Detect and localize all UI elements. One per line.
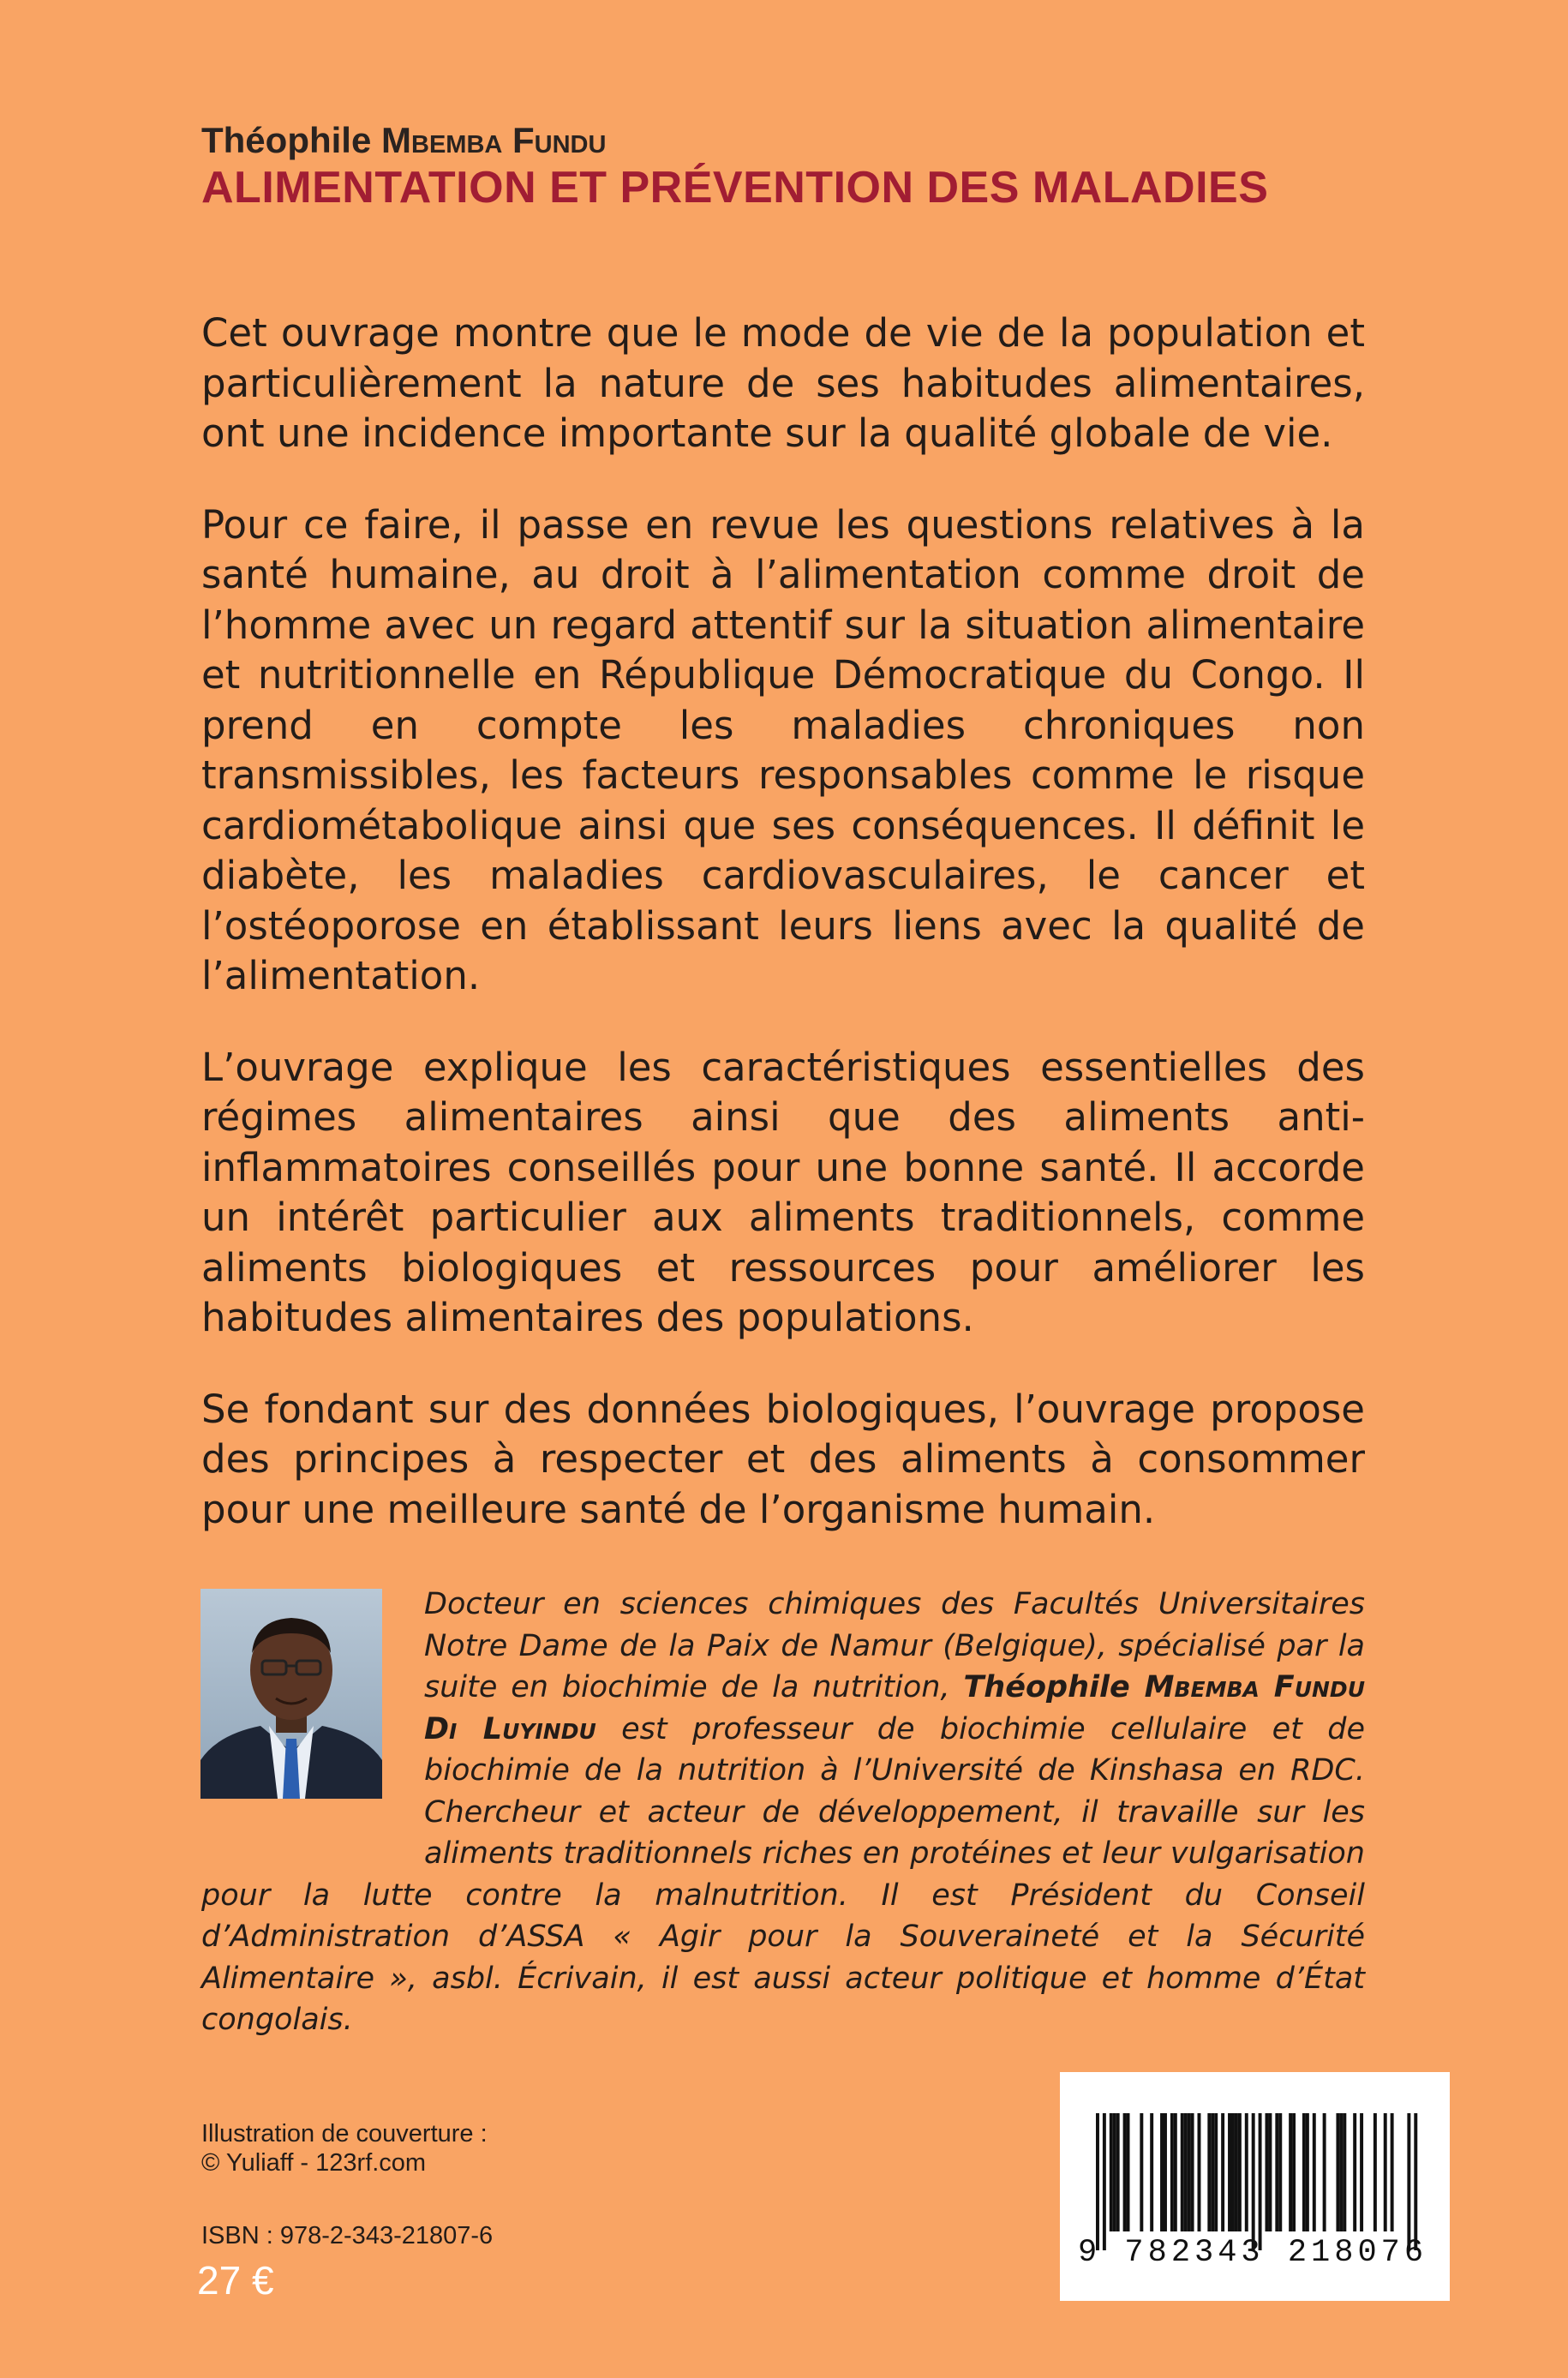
barcode-bar (1235, 2113, 1238, 2231)
barcode-bar (1302, 2113, 1306, 2231)
barcode-bar (1191, 2113, 1194, 2231)
barcode-bar (1207, 2113, 1211, 2231)
barcode-bar (1323, 2113, 1326, 2231)
barcode-bar (1384, 2113, 1387, 2231)
barcode-bar (1110, 2113, 1113, 2231)
barcode-bar (1214, 2113, 1218, 2231)
barcode-bar (1268, 2113, 1272, 2231)
barcode-bar (1123, 2113, 1127, 2231)
barcode-bar (1289, 2113, 1292, 2231)
barcode-bar (1275, 2113, 1278, 2231)
barcode-bar (1170, 2113, 1174, 2231)
barcode-bar (1353, 2113, 1356, 2231)
isbn: ISBN : 978-2-343-21807-6 (201, 2222, 494, 2249)
barcode-bar (1278, 2113, 1282, 2231)
summary-paragraph-1: Cet ouvrage montre que le mode de vie de la population et particulièrement la nature de ses habitudes alimentaires, ont une incidence importante sur la qualité globale de vie. (201, 310, 1365, 456)
barcode-bar (1113, 2113, 1116, 2231)
photo-spacer (201, 1584, 424, 1858)
bio-text-end: est professeur de biochimie cellulaire et de biochimie de la nutrition à l’Université de Kinshasa en RDC. Chercheur et acteur de développement, il travaille sur les aliments traditionnels riches en protéines et leur vulgarisation pour la lutte contre la malnutrition. Il est Président du Conseil d’Administration d’ASSA « Agir pour la Souveraineté et la Sécurité Alimentaire », asbl. Écrivain, il est aussi acteur politique et homme d’État congolais. (201, 1711, 1365, 2037)
barcode-bar (1221, 2113, 1224, 2231)
barcode-digits: 9 782343 218076 (1078, 2235, 1428, 2271)
barcode-bar (1174, 2113, 1177, 2231)
summary-paragraph-2: Pour ce faire, il passe en revue les questions relatives à la santé humaine, au droit à l’alimentation comme droit de l’homme avec un regard attentif sur la situation alimentaire et nutritionnelle en République Démocratique du Congo. Il prend en compte les maladies chroniques non transmissibles, les facteurs responsables comme le risque cardiométabolique ainsi que ses conséquences. Il définit le diabète, les maladies cardiovasculaires, le cancer et l’ostéoporose en établissant leurs liens avec la qualité de l’alimentation. (201, 501, 1365, 998)
bio-text-start: Docteur en sciences chimiques des Facultés Universitaires Notre Dame de la Paix de Namur (Belgique), spécialisé par la suite en biochimie de la nutrition, (424, 1587, 1365, 1704)
barcode-bar (1140, 2113, 1143, 2231)
barcode-guard-bar (1096, 2113, 1099, 2250)
barcode-bar (1343, 2113, 1346, 2231)
barcode-guard-bar (1259, 2113, 1262, 2250)
barcode-bar (1150, 2113, 1153, 2231)
barcode-bar (1373, 2113, 1377, 2231)
book-summary (201, 308, 1365, 1576)
barcode-bar (1160, 2113, 1164, 2231)
barcode (1060, 2072, 1450, 2301)
barcode-bar (1164, 2113, 1167, 2231)
author-first-name: Théophile (201, 120, 372, 160)
barcode-bar (1228, 2113, 1231, 2231)
barcode-bar (1292, 2113, 1296, 2231)
credits-line-1: Illustration de couverture : (201, 2120, 488, 2147)
barcode-bar (1306, 2113, 1309, 2231)
bio-author-last-name: Mbemba Fundu Di Luyindu (424, 1670, 1365, 1746)
barcode-bar (1188, 2113, 1191, 2231)
barcode-bar (1245, 2113, 1248, 2231)
barcode-bar (1198, 2113, 1201, 2231)
barcode-bar (1184, 2113, 1188, 2231)
barcode-bar (1360, 2113, 1363, 2231)
author-last-name: Mbemba Fundu (381, 120, 607, 160)
bio-author-first-name: Théophile (963, 1670, 1130, 1704)
summary-paragraph-4: Se fondant sur des données biologiques, l’ouvrage propose des principes à respecter et des aliments à consommer pour une meilleure santé de l’organisme humain. (201, 1386, 1365, 1532)
barcode-guard-bar (1407, 2113, 1410, 2250)
barcode-bar (1391, 2113, 1394, 2231)
barcode-guard-bar (1252, 2113, 1255, 2250)
author-name (201, 118, 606, 163)
barcode-bar (1181, 2113, 1184, 2231)
barcode-guard-bar (1414, 2113, 1417, 2250)
barcode-bar (1313, 2113, 1316, 2231)
barcode-bar (1238, 2113, 1242, 2231)
barcode-bar (1127, 2113, 1130, 2231)
barcode-bar (1116, 2113, 1120, 2231)
barcode-guard-bar (1103, 2113, 1106, 2250)
summary-paragraph-3: L’ouvrage explique les caractéristiques essentielles des régimes alimentaires ainsi que des aliments anti-inflammatoires conseillés pour une bonne santé. Il accorde un intérêt particulier aux aliments traditionnels, comme aliments biologiques et ressources pour améliorer les habitudes alimentaires des populations. (201, 1044, 1365, 1340)
credits-line-2: © Yuliaff - 123rf.com (201, 2149, 427, 2177)
barcode-bar (1266, 2113, 1269, 2231)
barcode-bar (1231, 2113, 1235, 2231)
barcode-bar (1211, 2113, 1214, 2231)
barcode-bar (1339, 2113, 1343, 2231)
author-biography (201, 1584, 1365, 2041)
price: 27 € (197, 2258, 274, 2303)
cover-credits (201, 2119, 488, 2177)
book-title: ALIMENTATION ET PRÉVENTION DES MALADIES (201, 163, 1269, 213)
barcode-bar (1336, 2113, 1339, 2231)
